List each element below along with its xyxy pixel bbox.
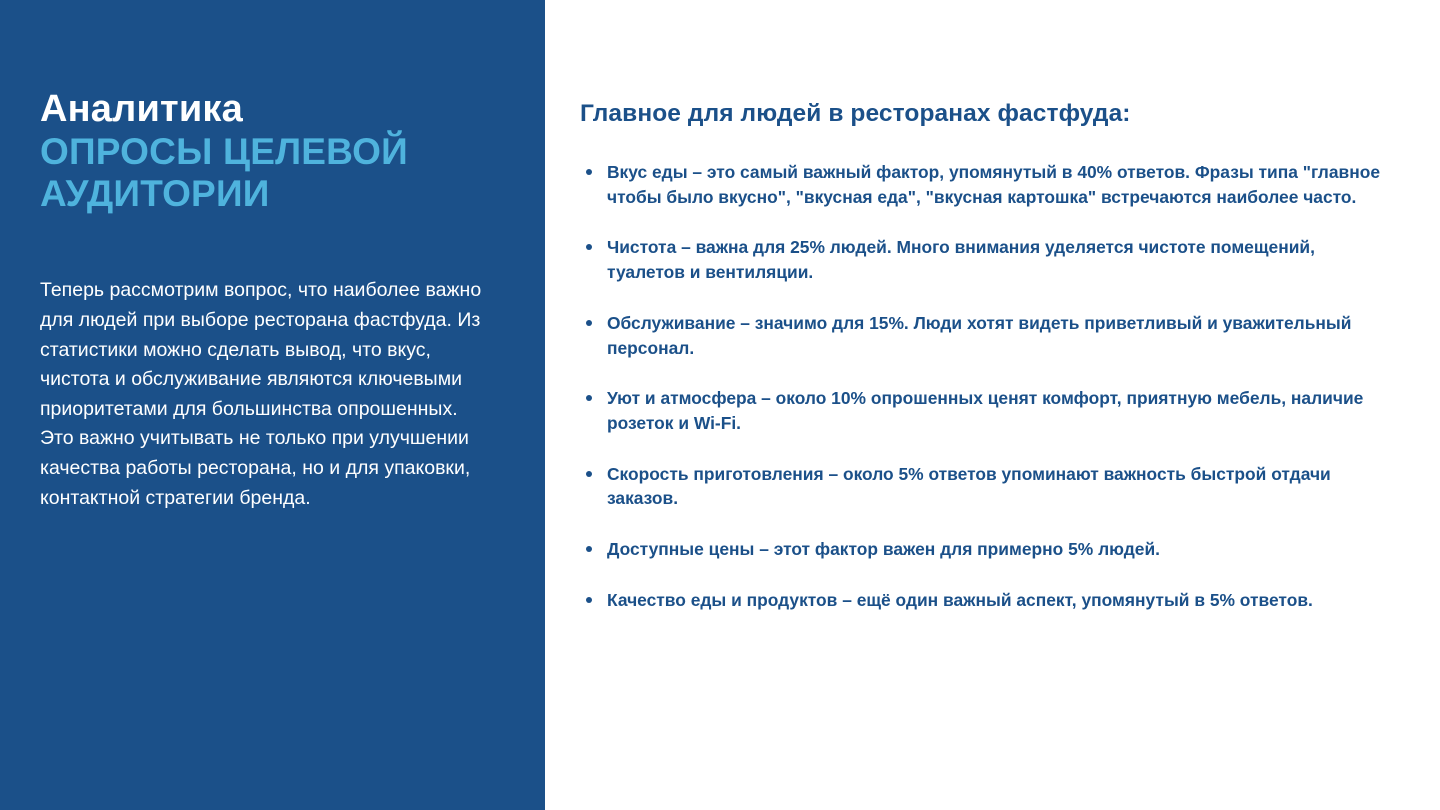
list-item: Уют и атмосфера – около 10% опрошенных ценят комфорт, приятную мебель, наличие розеток и Wi-Fi.	[580, 386, 1395, 435]
list-item: Чистота – важна для 25% людей. Много внимания уделяется чистоте помещений, туалетов и вентиляции.	[580, 235, 1395, 284]
list-item: Вкус еды – это самый важный фактор, упомянутый в 40% ответов. Фразы типа "главное чтобы было вкусно", "вкусная еда", "вкусная картошка" встречаются наиболее часто.	[580, 160, 1395, 209]
intro-paragraph: Теперь рассмотрим вопрос, что наиболее важно для людей при выборе ресторана фастфуда. Из статистики можно сделать вывод, что вкус, чистота и обслуживание являются ключевыми приоритетами для большинства опрошенных. Это важно учитывать не только при улучшении качества работы ресторана, но и для упаковки, контактной стратегии бренда.	[40, 279, 482, 509]
page-title-primary: Аналитика	[40, 88, 243, 130]
list-item: Скорость приготовления – около 5% ответов упоминают важность быстрой отдачи заказов.	[580, 462, 1395, 511]
list-item: Качество еды и продуктов – ещё один важный аспект, упомянутый в 5% ответов.	[580, 588, 1395, 613]
right-panel	[545, 0, 1440, 810]
left-panel	[0, 0, 545, 810]
page-title-secondary: ОПРОСЫ ЦЕЛЕВОЙ АУДИТОРИИ	[40, 130, 408, 215]
list-item: Обслуживание – значимо для 15%. Люди хотят видеть приветливый и уважительный персонал.	[580, 311, 1395, 360]
list-item: Доступные цены – этот фактор важен для примерно 5% людей.	[580, 537, 1395, 562]
slide-title-block	[40, 88, 505, 216]
section-heading: Главное для людей в ресторанах фастфуда:	[580, 100, 1131, 127]
key-factors-list	[580, 160, 1395, 612]
